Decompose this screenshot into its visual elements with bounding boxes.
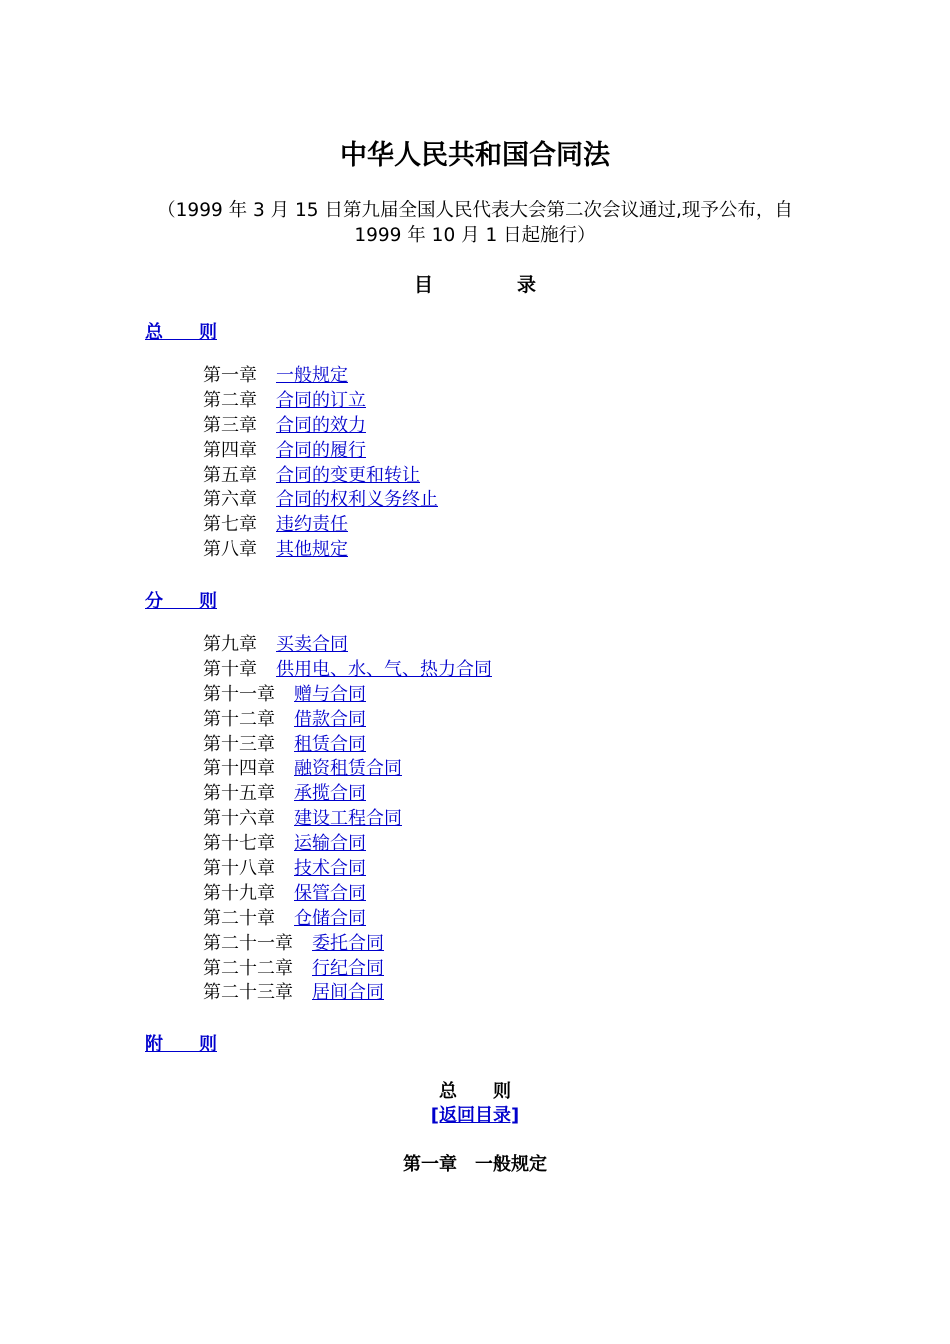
chapter-heading: 第一章 一般规定 [403, 1154, 547, 1175]
chapter-row [203, 957, 492, 982]
chapter-row [203, 932, 492, 957]
chapter-row [203, 513, 438, 538]
section-link-specific[interactable]: 分 则 [145, 591, 217, 612]
chapter-row [203, 882, 492, 907]
chapter-link[interactable]: 供用电、水、气、热力合同 [276, 658, 492, 680]
chapter-number: 第二十三章 [203, 982, 293, 1004]
chapter-number: 第二十二章 [203, 957, 293, 979]
chapter-link[interactable]: 借款合同 [294, 708, 366, 730]
chapter-row [203, 464, 438, 489]
back-to-toc-wrapper [0, 1101, 950, 1127]
body-section-heading: 总 则 [439, 1081, 511, 1102]
section-link-supplementary[interactable]: 附 则 [145, 1034, 217, 1055]
chapter-number: 第十八章 [203, 858, 275, 880]
chapter-row [203, 414, 438, 439]
chapter-link[interactable]: 买卖合同 [276, 634, 348, 655]
chapter-link[interactable]: 合同的订立 [276, 389, 366, 411]
chapter-number: 第二章 [203, 389, 257, 411]
chapter-link[interactable]: 其他规定 [276, 539, 348, 561]
document-subtitle [140, 198, 810, 248]
chapter-link[interactable]: 技术合同 [294, 858, 366, 880]
chapter-link[interactable]: 合同的权利义务终止 [276, 489, 438, 511]
general-chapter-list [203, 364, 438, 563]
chapter-link[interactable]: 合同的履行 [276, 439, 366, 461]
chapter-row [203, 658, 492, 683]
chapter-row [203, 733, 492, 758]
chapter-number: 第七章 [203, 514, 257, 536]
chapter-row [203, 488, 438, 513]
chapter-number: 第十六章 [203, 808, 275, 830]
chapter-row [203, 907, 492, 932]
chapter-row [203, 782, 492, 807]
toc-heading [0, 270, 950, 297]
chapter-number: 第十章 [203, 658, 257, 680]
chapter-row [203, 981, 492, 1006]
chapter-number: 第九章 [203, 634, 257, 655]
toc-heading-left: 目 [413, 274, 433, 296]
chapter-link[interactable]: 一般规定 [276, 365, 348, 386]
chapter-number: 第十三章 [203, 733, 275, 755]
chapter-link[interactable]: 合同的变更和转让 [276, 464, 420, 486]
chapter-number: 第二十章 [203, 907, 275, 929]
chapter-row [203, 807, 492, 832]
chapter-link[interactable]: 违约责任 [276, 514, 348, 536]
chapter-number: 第十四章 [203, 758, 275, 780]
chapter-link[interactable]: 仓储合同 [294, 907, 366, 929]
section-link-general[interactable]: 总 则 [145, 322, 217, 343]
chapter-number: 第十七章 [203, 833, 275, 855]
chapter-row [203, 364, 438, 389]
chapter-number: 第四章 [203, 439, 257, 461]
chapter-number: 第一章 [203, 365, 257, 386]
specific-chapter-list [203, 633, 492, 1006]
chapter-link[interactable]: 保管合同 [294, 882, 366, 904]
chapter-number: 第十一章 [203, 683, 275, 705]
chapter-row [203, 708, 492, 733]
chapter-row [203, 633, 492, 658]
chapter-number: 第二十一章 [203, 932, 293, 954]
chapter-link[interactable]: 建设工程合同 [294, 808, 402, 830]
chapter-link[interactable]: 融资租赁合同 [294, 758, 402, 780]
chapter-row [203, 757, 492, 782]
chapter-row [203, 538, 438, 563]
back-to-toc-link[interactable]: [返回目录] [430, 1105, 520, 1126]
toc-heading-right: 录 [517, 274, 537, 296]
chapter-link[interactable]: 运输合同 [294, 833, 366, 855]
chapter-link[interactable]: 承揽合同 [294, 783, 366, 805]
chapter-link[interactable]: 租赁合同 [294, 733, 366, 755]
chapter-number: 第八章 [203, 539, 257, 561]
document-title: 中华人民共和国合同法 [340, 140, 610, 171]
chapter-row [203, 832, 492, 857]
chapter-link[interactable]: 居间合同 [312, 982, 384, 1004]
chapter-number: 第十五章 [203, 783, 275, 805]
chapter-number: 第六章 [203, 489, 257, 511]
chapter-row [203, 857, 492, 882]
chapter-number: 第三章 [203, 414, 257, 436]
chapter-row [203, 389, 438, 414]
subtitle-line-1: （1999 年 3 月 15 日第九届全国人民代表大会第二次会议通过,现予公布，自 [157, 200, 793, 221]
chapter-number: 第五章 [203, 464, 257, 486]
chapter-row [203, 439, 438, 464]
chapter-row [203, 683, 492, 708]
chapter-link[interactable]: 合同的效力 [276, 414, 366, 436]
chapter-number: 第十二章 [203, 708, 275, 730]
chapter-link[interactable]: 委托合同 [312, 932, 384, 954]
chapter-link[interactable]: 行纪合同 [312, 957, 384, 979]
subtitle-line-2: 1999 年 10 月 1 日起施行） [354, 225, 596, 246]
chapter-link[interactable]: 赠与合同 [294, 683, 366, 705]
chapter-number: 第十九章 [203, 882, 275, 904]
